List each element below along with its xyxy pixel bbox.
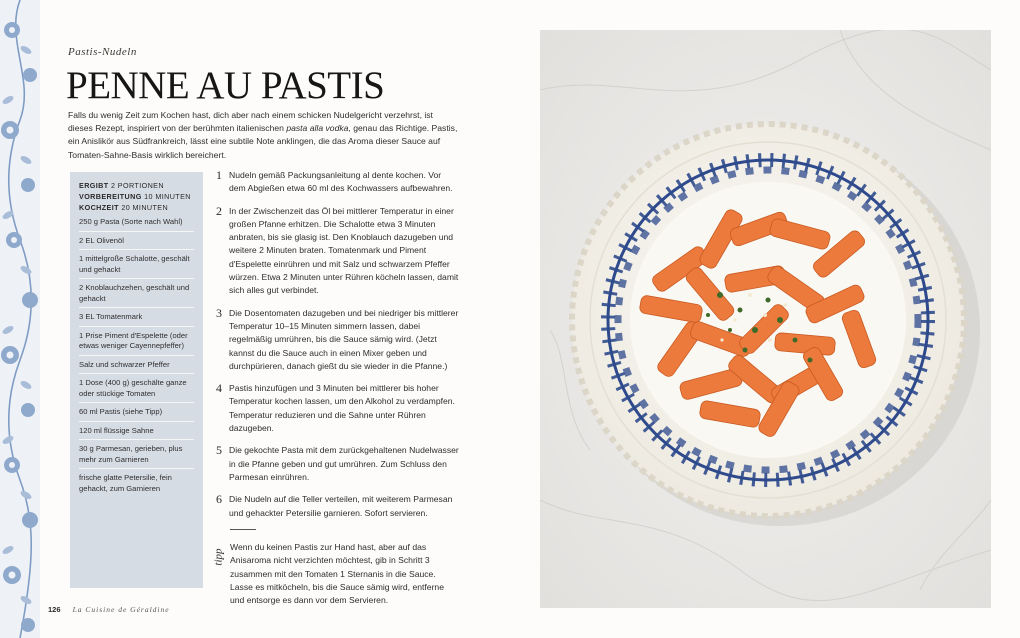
ingredient-item: frische glatte Petersilie, fein gehackt, zum Garnieren [79, 468, 194, 497]
floral-pattern-icon [0, 0, 40, 638]
page-number: 126 [48, 605, 61, 614]
step-text: Nudeln gemäß Packungsanleitung al dente kochen. Vor dem Abgießen etwa 60 ml des Kochwassers aufbewahren. [229, 170, 453, 194]
ingredient-item: 2 EL Olivenöl [79, 231, 194, 250]
dish-photo [540, 30, 991, 608]
pasta-plate-image [540, 30, 991, 608]
ingredient-item: 120 ml flüssige Sahne [79, 421, 194, 440]
step-number: 6 [216, 492, 222, 507]
ingredient-item: 1 Dose (400 g) geschälte ganze oder stückige Tomaten [79, 373, 194, 402]
step-3 [216, 307, 460, 373]
step-text: Die Dosentomaten dazugeben und bei niedriger bis mittlerer Temperatur 10–15 Minuten simmern lassen, dabei regelmäßig umrühren, bis die Sauce sämig wird. (Jetzt kannst du die Sauce auch in einen Mixer geben und durchpürieren, danach gießt du sie wieder in die Pfanne.) [229, 307, 459, 371]
ingredients-panel [70, 172, 203, 588]
ingredient-item: 1 Prise Piment d'Espelette (oder etwas weniger Cayennepfeffer) [79, 326, 194, 355]
tip-label: tipp [212, 548, 225, 566]
step-number: 1 [216, 168, 222, 182]
step-number: 2 [216, 203, 222, 218]
step-text: Pastis hinzufügen und 3 Minuten bei mittlerer bis hoher Temperatur kochen lassen, um den Alkohol zu verdampfen. Temperatur reduzieren und die Sahne unter Rühren dazugeben. [229, 383, 455, 434]
tip-label-wrap [212, 541, 230, 607]
ingredient-item: 3 EL Tomatenmark [79, 307, 194, 326]
ingredient-list [79, 215, 194, 497]
floral-border [0, 0, 40, 638]
method-steps [216, 169, 460, 529]
cook-time-row [79, 202, 194, 213]
ingredient-item: 2 Knoblauchzehen, geschält und gehackt [79, 278, 194, 307]
intro-text-start: Falls du wenig Zeit zum Kochen hast, dich aber nach einem schicken Nudelgericht verzehrst, ist dieses Rezept, inspiriert von der berühmten italienischen [68, 110, 433, 134]
recipe-intro [68, 109, 460, 162]
step-6 [216, 493, 460, 520]
recipe-title: PENNE AU PASTIS [66, 64, 385, 107]
step-number: 4 [216, 381, 222, 396]
step-2 [216, 205, 460, 298]
step-4 [216, 382, 460, 435]
tip-divider [230, 529, 256, 530]
step-5 [216, 444, 460, 484]
ingredient-item: 1 mittelgroße Schalotte, geschält und gehackt [79, 249, 194, 278]
step-number: 5 [216, 443, 222, 458]
step-text: Die Nudeln auf die Teller verteilen, mit weiterem Parmesan und gehackter Petersilie garnieren. Sofort servieren. [229, 494, 453, 518]
yield-label: ERGIBT [79, 181, 109, 190]
yield-value: 2 PORTIONEN [110, 181, 164, 190]
tip-text: Wenn du keinen Pastis zur Hand hast, aber auf das Anisaroma nicht verzichten möchtest, gib in Schritt 3 zusammen mit den Tomaten 1 Sternanis in die Sauce. Lasse es mitköcheln, bis die Sauce sämig wird, entferne und entsorge es dann vor dem Servieren. [230, 542, 444, 606]
cook-time-value: 20 MINUTEN [121, 203, 169, 212]
tip-box [212, 541, 460, 607]
intro-text-end: , genau das Richtige. Pastis, ein Anislikör aus Südfrankreich, lässt eine subtile Note anklingen, die das Aroma dieser Sauce auf Tomaten-Sahne-Basis wirklich bereichert. [68, 123, 458, 160]
ingredient-item: 30 g Parmesan, gerieben, plus mehr zum Garnieren [79, 439, 194, 468]
cook-time-label: KOCHZEIT [79, 203, 119, 212]
step-text: In der Zwischenzeit das Öl bei mittlerer Temperatur in einer großen Pfanne erhitzen. Die Schalotte etwa 3 Minuten anbraten, bis sie glasig ist. Den Knoblauch dazugeben und weitere 2 Minuten braten. Tomatenmark und Piment d'Espelette einrühren und mit Salz und schwarzem Pfeffer würzen. Etwa 2 Minuten unter Rühren köcheln lassen, damit sich alles gut verbindet. [229, 205, 459, 296]
ingredient-item: 60 ml Pastis (siehe Tipp) [79, 402, 194, 421]
book-title: La Cuisine de Géraldine [72, 605, 170, 614]
yield-row [79, 180, 194, 191]
step-number: 3 [216, 305, 222, 320]
prep-time-row [79, 191, 194, 202]
recipe-kicker: Pastis-Nudeln [68, 46, 137, 58]
intro-emphasis: pasta alla vodka [286, 123, 349, 134]
step-1 [216, 169, 460, 196]
step-text: Die gekochte Pasta mit dem zurückgehaltenen Nudelwasser in die Pfanne geben und gut umrühren. Zum Schluss den Parmesan einrühren. [229, 445, 459, 482]
ingredient-item: 250 g Pasta (Sorte nach Wahl) [79, 217, 183, 226]
prep-time-label: VORBEREITUNG [79, 192, 142, 201]
page-footer [48, 605, 170, 614]
yield-info [79, 180, 194, 213]
prep-time-value: 10 MINUTEN [144, 192, 191, 201]
ingredient-item: Salz und schwarzer Pfeffer [79, 355, 194, 374]
